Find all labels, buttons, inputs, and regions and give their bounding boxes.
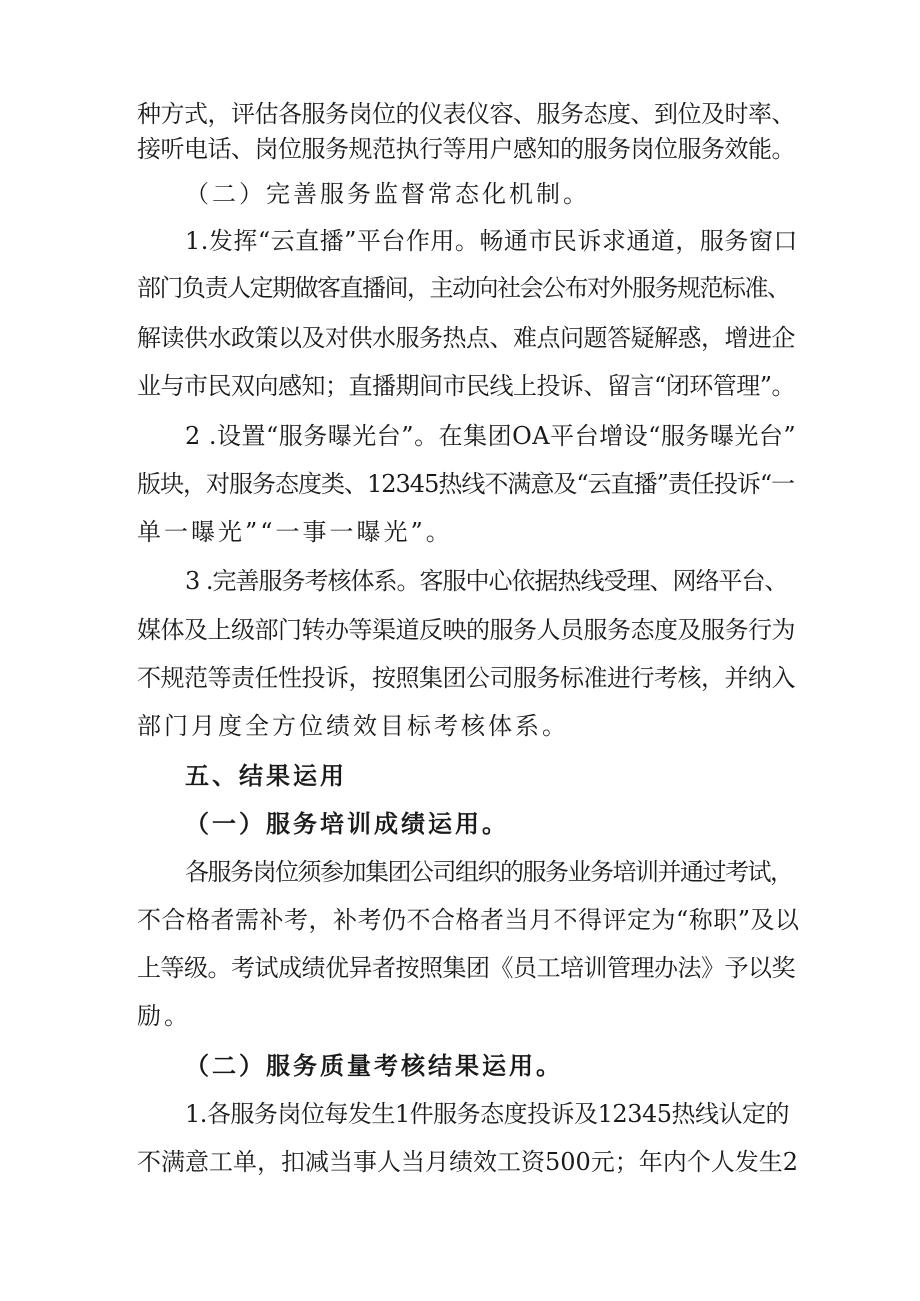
paragraph-line: 部门负责人定期做客直播间，主动向社会公布对外服务规范标准、 (137, 274, 790, 302)
paragraph-line: 不规范等责任性投诉，按照集团公司服务标准进行考核，并纳入 (137, 664, 795, 692)
paragraph-line: 业与市民双向感知；直播期间市民线上投诉、留言“闭环管理”。 (137, 372, 796, 400)
paragraph-line: 接听电话、岗位服务规范执行等用户感知的服务岗位服务效能。 (137, 135, 795, 163)
paragraph-line: 上等级。考试成绩优异者按照集团《员工培训管理办法》予以奖 (137, 954, 795, 982)
section-heading: 五、结果运用 (185, 761, 347, 790)
paragraph-line: 媒体及上级部门转办等渠道反映的服务人员服务态度及服务行为 (137, 616, 795, 644)
paragraph-line: 2 .设置“服务曝光台”。在集团OA平台增设“服务曝光台” (185, 422, 797, 450)
paragraph-line: 3 .完善服务考核体系。客服中心依据热线受理、网络平台、 (185, 567, 788, 595)
paragraph-line: 种方式，评估各服务岗位的仪表仪容、服务态度、到位及时率、 (137, 100, 795, 128)
paragraph-line: 单一曝光”“一事一曝光”。 (137, 518, 453, 546)
paragraph-line: 1.发挥“云直播”平台作用。畅通市民诉求通道，服务窗口 (185, 227, 798, 255)
subheading-2b: （二）服务质量考核结果运用。 (185, 1051, 563, 1080)
paragraph-line: 不满意工单，扣减当事人当月绩效工资500元；年内个人发生2 (137, 1148, 799, 1176)
paragraph-line: 各服务岗位须参加集团公司组织的服务业务培训并通过考试， (185, 858, 793, 886)
subheading-2: （二）完善服务监督常态化机制。 (185, 180, 590, 208)
paragraph-line: 版块，对服务态度类、12345热线不满意及“云直播”责任投诉“一 (137, 470, 795, 498)
paragraph-line: 1.各服务岗位每发生1件服务态度投诉及12345热线认定的 (185, 1100, 790, 1128)
paragraph-line: 解读供水政策以及对供水服务热点、难点问题答疑解惑，增进企 (137, 324, 795, 352)
paragraph-line: 部门月度全方位绩效目标考核体系。 (137, 712, 569, 740)
subheading-1: （一）服务培训成绩运用。 (185, 809, 509, 838)
paragraph-line: 励。 (137, 1002, 191, 1030)
paragraph-line: 不合格者需补考，补考仍不合格者当月不得评定为“称职”及以 (137, 906, 800, 934)
